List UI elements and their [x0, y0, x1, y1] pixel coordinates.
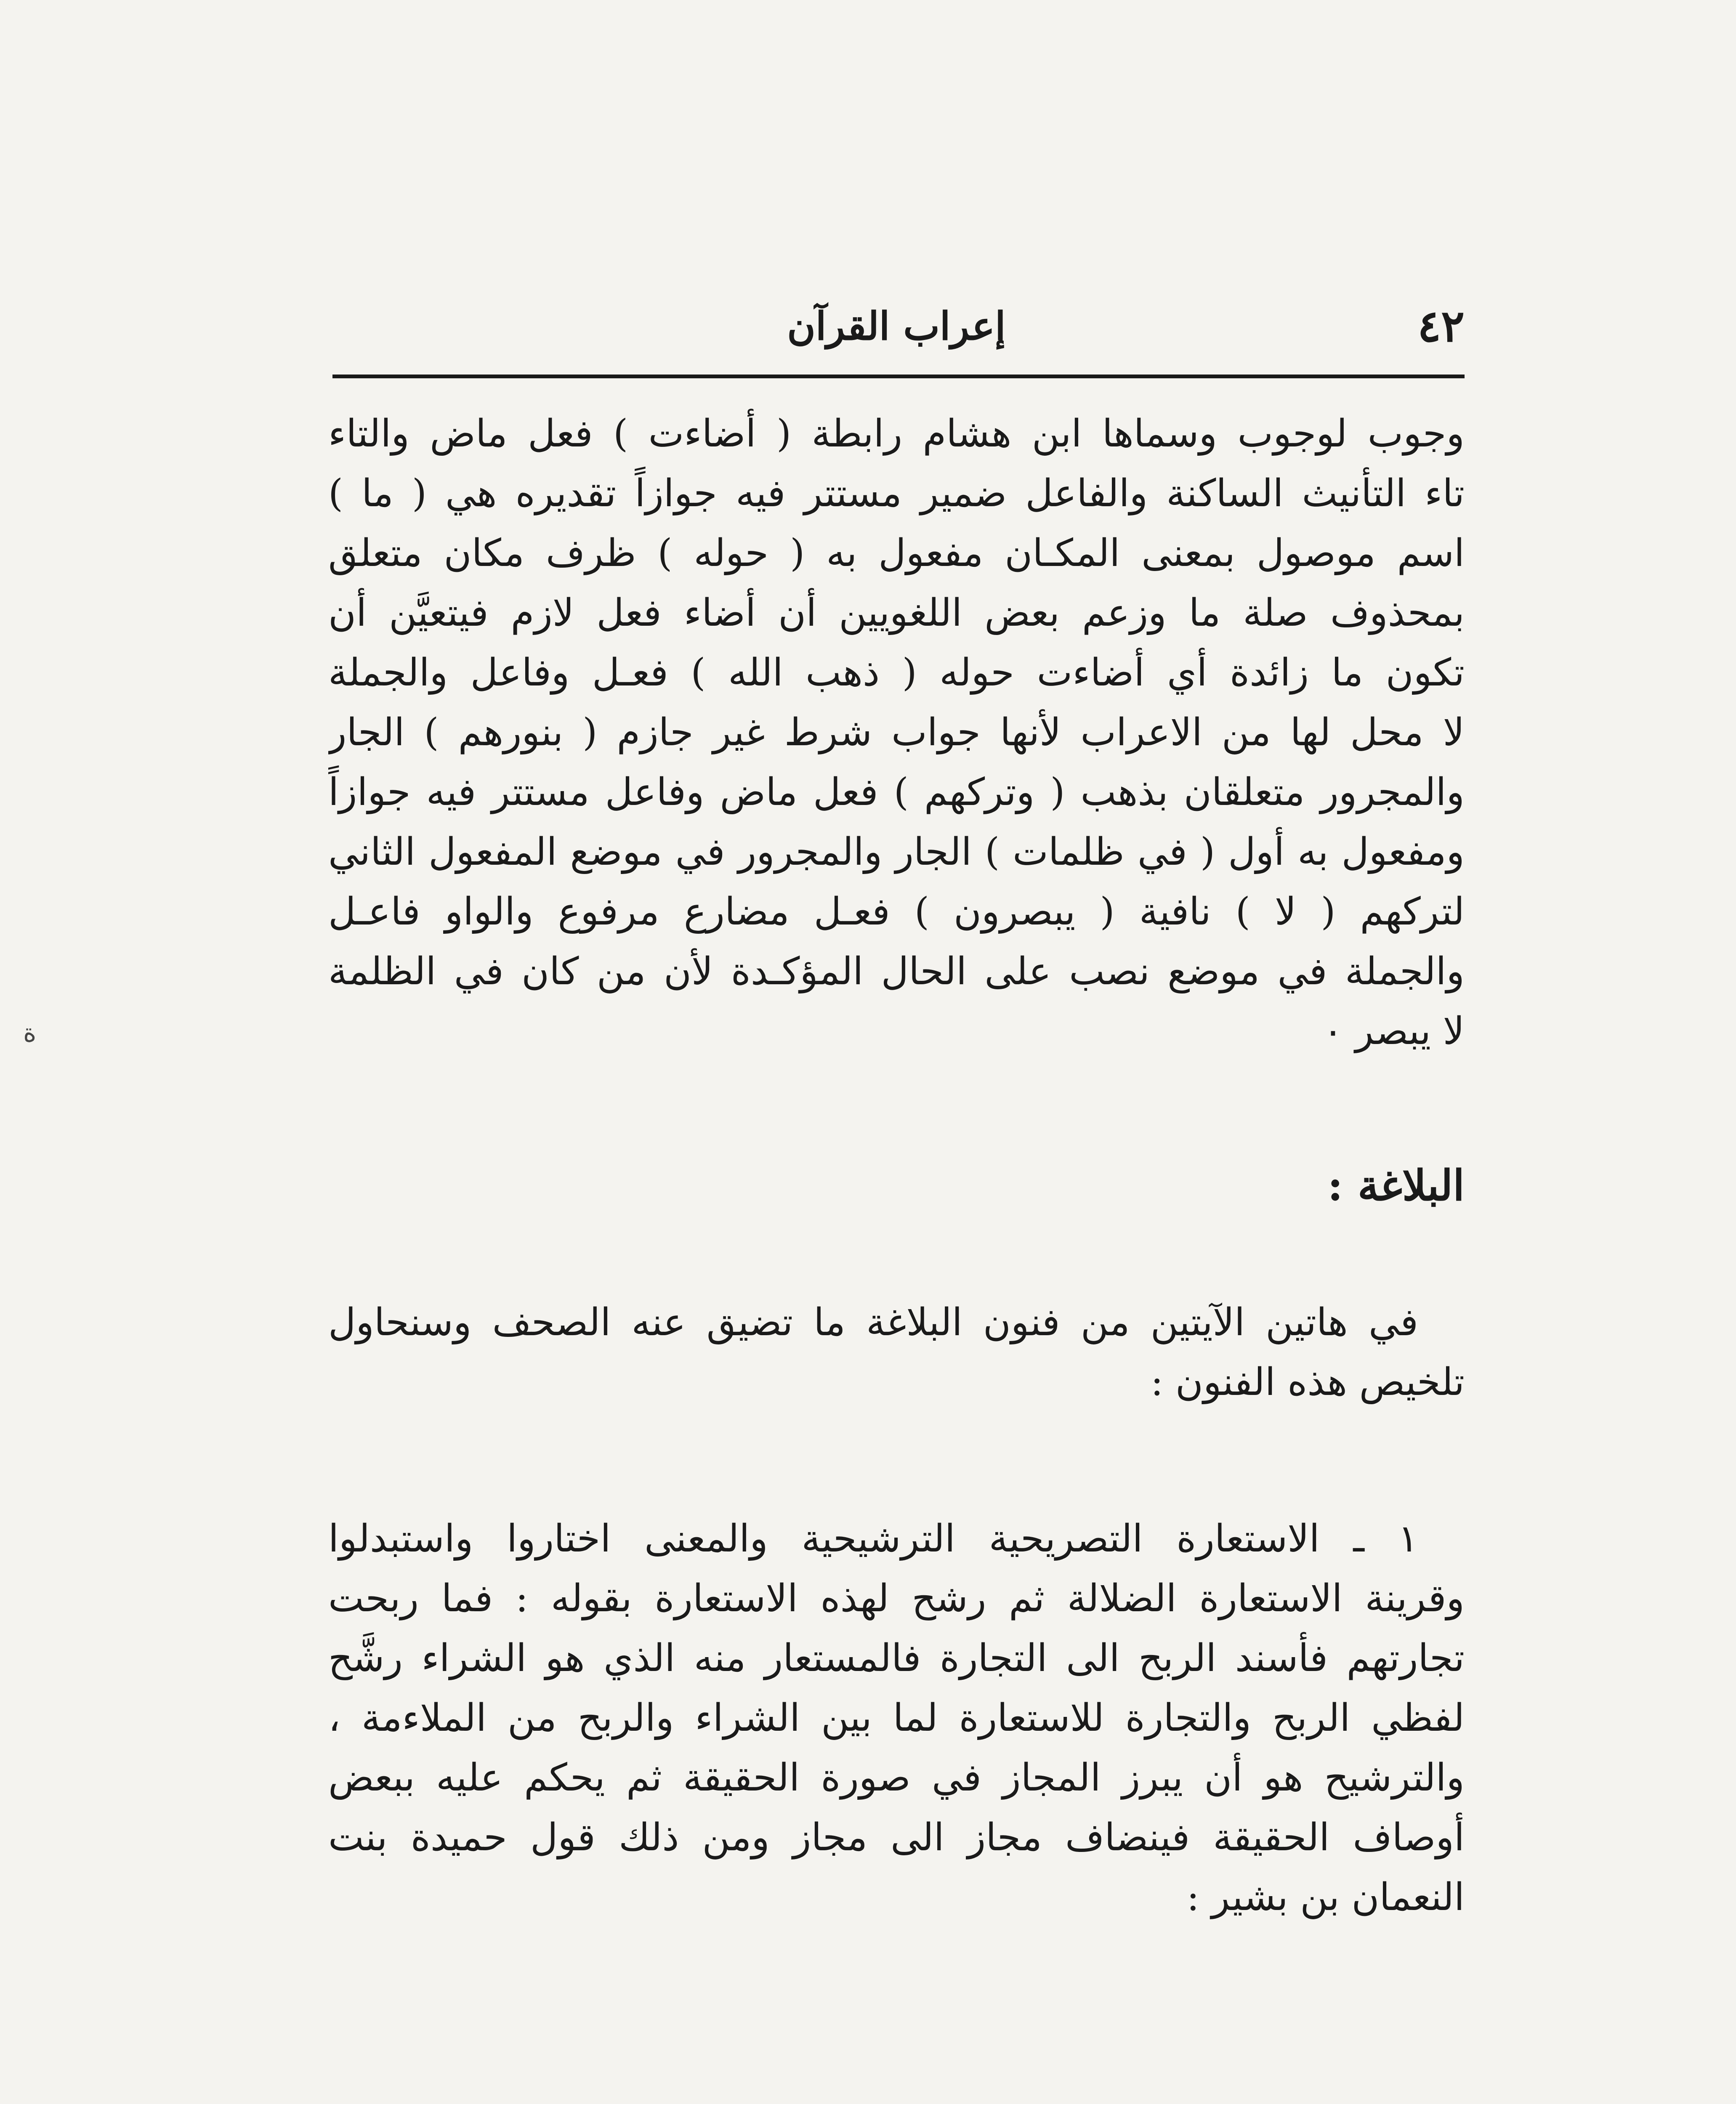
text-line: والجملة في موضع نصب على الحال المؤكـدة لأن من كان في الظلمة	[328, 949, 1465, 994]
intro-paragraph	[328, 1293, 1465, 1412]
page-content	[328, 404, 1465, 1927]
text-line: النعمان بن بشير :	[1186, 1875, 1465, 1919]
margin-mark: ﺓ	[23, 1018, 37, 1048]
text-line: تكون ما زائدة أي أضاءت حوله ( ذهب الله ) فعـل وفاعل والجملة	[328, 651, 1465, 695]
text-line: ومفعول به أول ( في ظلمات ) الجار والمجرور في موضع المفعول الثاني	[328, 830, 1465, 874]
text-line: وقرينة الاستعارة الضلالة ثم رشح لهذه الاستعارة بقوله : فما ربحت	[328, 1576, 1465, 1621]
text-line: أوصاف الحقيقة فينضاف مجاز الى مجاز ومن ذلك قول حميدة بنت	[328, 1815, 1465, 1860]
text-line: تاء التأنيث الساكنة والفاعل ضمير مستتر فيه جوازاً تقديره هي ( ما )	[328, 471, 1465, 515]
text-line: ١ ـ الاستعارة التصريحية الترشيحية والمعنى اختاروا واستبدلوا	[328, 1517, 1418, 1561]
page-number: ٤٢	[1417, 300, 1465, 352]
text-line: لا يبصر ٠	[1323, 1009, 1465, 1053]
text-line: اسم موصول بمعنى المكـان مفعول به ( حوله ) ظرف مكان متعلق	[328, 531, 1465, 575]
text-line: تلخيص هذه الفنون :	[1150, 1360, 1465, 1404]
header-rule	[332, 375, 1465, 378]
text-line: بمحذوف صلة ما وزعم بعض اللغويين أن أضاء فعل لازم فيتعيَّن أن	[328, 591, 1465, 635]
page-header	[328, 295, 1465, 358]
text-line: لتركهم ( لا ) نافية ( يبصرون ) فعـل مضارع مرفوع والواو فاعـل	[328, 890, 1465, 934]
text-line: والمجرور متعلقان بذهب ( وتركهم ) فعل ماض وفاعل مستتر فيه جوازاً	[328, 770, 1465, 814]
text-line: في هاتين الآيتين من فنون البلاغة ما تضيق عنه الصحف وسنحاول	[328, 1300, 1418, 1344]
istiara-paragraph	[328, 1509, 1465, 1927]
text-line: والترشيح هو أن يبرز المجاز في صورة الحقيقة ثم يحكم عليه ببعض	[328, 1756, 1465, 1800]
running-title: إعراب القرآن	[787, 303, 1006, 349]
text-line: لا محل لها من الاعراب لأنها جواب شرط غير جازم ( بنورهم ) الجار	[328, 710, 1465, 754]
text-line: وجوب لوجوب وسماها ابن هشام رابطة ( أضاءت ) فعل ماض والتاء	[328, 412, 1465, 456]
section-heading: البلاغة :	[1327, 1161, 1465, 1210]
text-line: تجارتهم فأسند الربح الى التجارة فالمستعار منه الذي هو الشراء رشَّح	[328, 1636, 1465, 1680]
grammar-paragraph	[328, 404, 1465, 1061]
text-line: لفظي الربح والتجارة للاستعارة لما بين الشراء والربح من الملاءمة ،	[328, 1696, 1465, 1740]
